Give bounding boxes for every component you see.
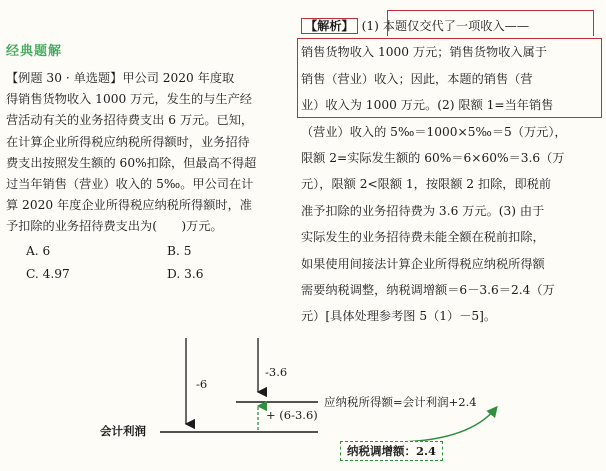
label-adjust-amount: 纳税调增额：2.4 bbox=[340, 441, 443, 461]
section-title: 经典题解 bbox=[6, 44, 63, 59]
question-block bbox=[6, 68, 288, 286]
question-line: 营活动有关的业务招待费支出 6 万元。已知， bbox=[6, 113, 254, 128]
question-line: 得销售货物收入 1000 万元，发生的与生产经 bbox=[6, 92, 252, 107]
option-c: C. 4.97 bbox=[26, 266, 70, 281]
question-line: 费支出按照发生额的 60%扣除，但最高不得超 bbox=[6, 155, 257, 170]
analysis-line: 元），限额 2<限额 1，按限额 2 扣除，即税前 bbox=[301, 177, 552, 192]
option-b: B. 5 bbox=[167, 243, 192, 258]
option-a: A. 6 bbox=[26, 243, 51, 258]
highlight-box-1 bbox=[387, 10, 594, 36]
question-line: 在计算企业所得税应纳税所得额时，业务招待 bbox=[6, 134, 250, 149]
answer-options bbox=[6, 240, 288, 286]
label-minus36: -3.6 bbox=[265, 365, 288, 379]
analysis-line: 业）收入为 1000 万元。(2) 限额 1=当年销售 bbox=[301, 98, 554, 113]
green-curve-arrow bbox=[400, 408, 496, 442]
highlight-box-2 bbox=[297, 38, 602, 118]
label-minus6: -6 bbox=[196, 377, 208, 391]
question-line: 予扣除的业务招待费支出为( )万元。 bbox=[6, 219, 223, 234]
question-line: 【例题 30 · 单选题】甲公司 2020 年度取 bbox=[6, 71, 235, 85]
analysis-line: （营业）收入的 5‰＝1000×5‰＝5（万元）， bbox=[301, 124, 567, 139]
analysis-line: 如果使用间接法计算企业所得税应纳税所得额 bbox=[301, 256, 545, 271]
analysis-line: 实际发生的业务招待费未能全额在税前扣除， bbox=[301, 230, 545, 245]
analysis-line: 准予扣除的业务招待费为 3.6 万元。(3) 由于 bbox=[301, 203, 545, 218]
analysis-line: 销售货物收入 1000 万元；销售货物收入属于 bbox=[301, 45, 547, 60]
question-line: 算 2020 年度企业所得税应纳税所得额时，准 bbox=[6, 198, 252, 213]
analysis-line: 销售（营业）收入；因此，本题的销售（营 bbox=[301, 71, 533, 86]
analysis-line: 限额 2=实际发生额的 60%＝6×60%＝3.6（万 bbox=[301, 151, 565, 166]
question-line: 过当年销售（营业）收入的 5‰。甲公司在计 bbox=[6, 177, 254, 192]
analysis-line: 元）[具体处理参考图 5（1）－5]。 bbox=[301, 309, 497, 324]
analysis-line-text: (1) 本题仅交代了一项收入—— bbox=[361, 19, 530, 33]
diagram-svg bbox=[0, 330, 606, 471]
option-d: D. 3.6 bbox=[167, 266, 204, 281]
label-accounting-profit: 会计利润 bbox=[100, 424, 146, 438]
question-text bbox=[6, 68, 288, 238]
label-plus-adjust: + (6-3.6) bbox=[266, 408, 318, 422]
analysis-line: 需要纳税调整，纳税调增额＝6－3.6＝2.4（万 bbox=[301, 283, 555, 298]
analysis-tag: 【解析】 bbox=[301, 18, 358, 34]
tax-adjustment-diagram bbox=[0, 330, 606, 471]
label-taxable-income: 应纳税所得额=会计利润+2.4 bbox=[324, 395, 477, 409]
